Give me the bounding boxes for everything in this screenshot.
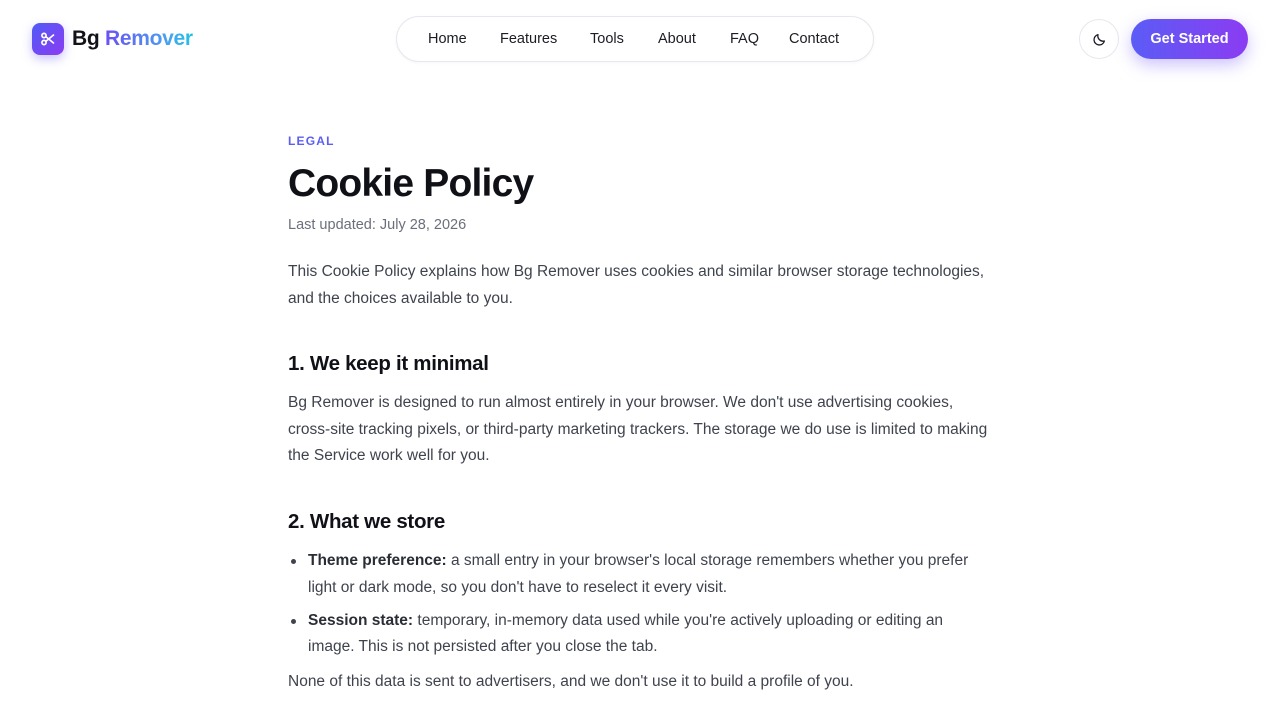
nav-item-features[interactable]: Features bbox=[500, 31, 558, 47]
nav-item-faq[interactable]: FAQ bbox=[730, 31, 760, 47]
brand-logo[interactable] bbox=[32, 23, 193, 55]
get-started-button[interactable]: Get Started bbox=[1131, 19, 1248, 59]
section-heading-what-we-store: 2. What we store bbox=[288, 510, 445, 533]
brand-name bbox=[72, 23, 193, 55]
section-footer-note: None of this data is sent to advertisers, and we don't use it to build a profile of you. bbox=[288, 673, 854, 690]
last-updated: Last updated: July 28, 2026 bbox=[288, 217, 467, 233]
bullet-icon bbox=[291, 619, 296, 624]
nav-item-tools[interactable]: Tools bbox=[590, 31, 624, 47]
section-body-minimal: Bg Remover is designed to run almost entirely in your browser. We don't use advertising cookies, cross-site tracking pixels, or third-party marketing trackers. The storage we do use is limited to making the Service work well for you. bbox=[288, 394, 988, 465]
section-eyebrow: LEGAL bbox=[288, 134, 335, 148]
list-item-text: temporary, in-memory data used while you're actively uploading or editing an image. This is not persisted after you close the tab. bbox=[308, 611, 944, 656]
scissors-icon bbox=[32, 23, 64, 55]
site-header bbox=[0, 0, 1280, 80]
brand-name-part2: Remover bbox=[104, 27, 193, 50]
theme-toggle-button[interactable] bbox=[1079, 19, 1119, 59]
bullet-icon bbox=[291, 559, 296, 564]
list-item bbox=[288, 608, 992, 661]
main-nav bbox=[396, 16, 874, 62]
nav-item-about[interactable]: About bbox=[658, 31, 696, 47]
nav-item-home[interactable]: Home bbox=[428, 31, 467, 47]
page-title: Cookie Policy bbox=[288, 162, 534, 205]
list-item-term: Theme preference: bbox=[308, 552, 447, 569]
section-heading-minimal: 1. We keep it minimal bbox=[288, 352, 489, 375]
intro-paragraph: This Cookie Policy explains how Bg Remover uses cookies and similar browser storage technologies, and the choices available to you. bbox=[288, 263, 985, 307]
list-item-term: Session state: bbox=[308, 611, 414, 629]
storage-list bbox=[288, 548, 992, 667]
moon-icon bbox=[1092, 32, 1107, 47]
nav-item-contact[interactable]: Contact bbox=[789, 31, 839, 47]
brand-name-part1: Bg bbox=[72, 27, 100, 50]
list-item-text: a small entry in your browser's local storage remembers whether you prefer light or dark mode, so you don't have to reselect it every visit. bbox=[308, 552, 969, 596]
list-item bbox=[288, 548, 992, 601]
